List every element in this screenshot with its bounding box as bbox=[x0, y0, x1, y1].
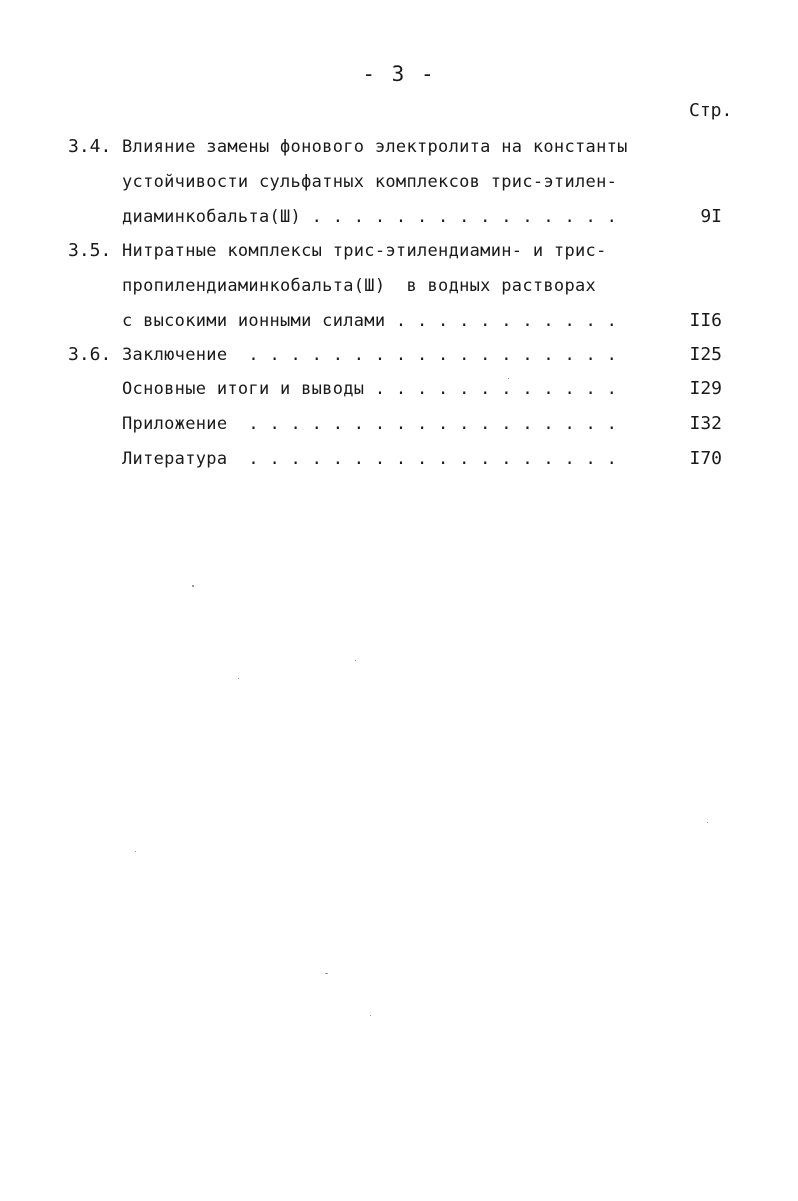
toc-entry-page: 9I bbox=[700, 206, 722, 227]
toc-entry-number: 3.5. bbox=[68, 240, 112, 261]
toc-entry-line: Литература . . . . . . . . . . . . . . . . . . bbox=[122, 449, 618, 469]
scan-speck bbox=[192, 585, 194, 587]
scan-speck bbox=[707, 822, 708, 823]
toc-entry-line: Заключение . . . . . . . . . . . . . . . . . . bbox=[122, 345, 618, 365]
toc-entry-line: пропилендиаминкобальта(Ш) в водных растворах bbox=[122, 276, 597, 296]
toc-entry-page: I70 bbox=[689, 448, 722, 469]
scan-speck bbox=[355, 660, 356, 661]
page-column-header: Стр. bbox=[689, 100, 733, 121]
toc-entry-line: Влияние замены фонового электролита на константы bbox=[122, 137, 628, 157]
scan-speck bbox=[370, 1015, 371, 1016]
toc-entry-page: I29 bbox=[689, 378, 722, 399]
toc-entry-number: 3.6. bbox=[68, 344, 112, 365]
toc-entry-page: I32 bbox=[689, 413, 722, 434]
toc-entry-line: Приложение . . . . . . . . . . . . . . . . . . bbox=[122, 414, 618, 434]
toc-entry-line: Основные итоги и выводы . . . . . . . . . . . . bbox=[122, 379, 618, 399]
toc-entry-line: Нитратные комплексы трис-этилендиамин- и трис- bbox=[122, 241, 607, 261]
toc-entry-line: устойчивости сульфатных комплексов трис-этилен- bbox=[122, 172, 618, 192]
toc-entry-page: II6 bbox=[689, 310, 722, 331]
scan-speck bbox=[325, 973, 328, 974]
toc-entry-page: I25 bbox=[689, 344, 722, 365]
scan-speck bbox=[508, 378, 509, 379]
page-number: - 3 - bbox=[362, 62, 436, 86]
scan-speck bbox=[135, 851, 136, 852]
toc-entry-line: с высокими ионными силами . . . . . . . . . . . bbox=[122, 311, 618, 331]
toc-entry-number: 3.4. bbox=[68, 136, 112, 157]
scan-speck bbox=[238, 678, 239, 679]
toc-entry-line: диаминкобальта(Ш) . . . . . . . . . . . . . . . bbox=[122, 207, 618, 227]
